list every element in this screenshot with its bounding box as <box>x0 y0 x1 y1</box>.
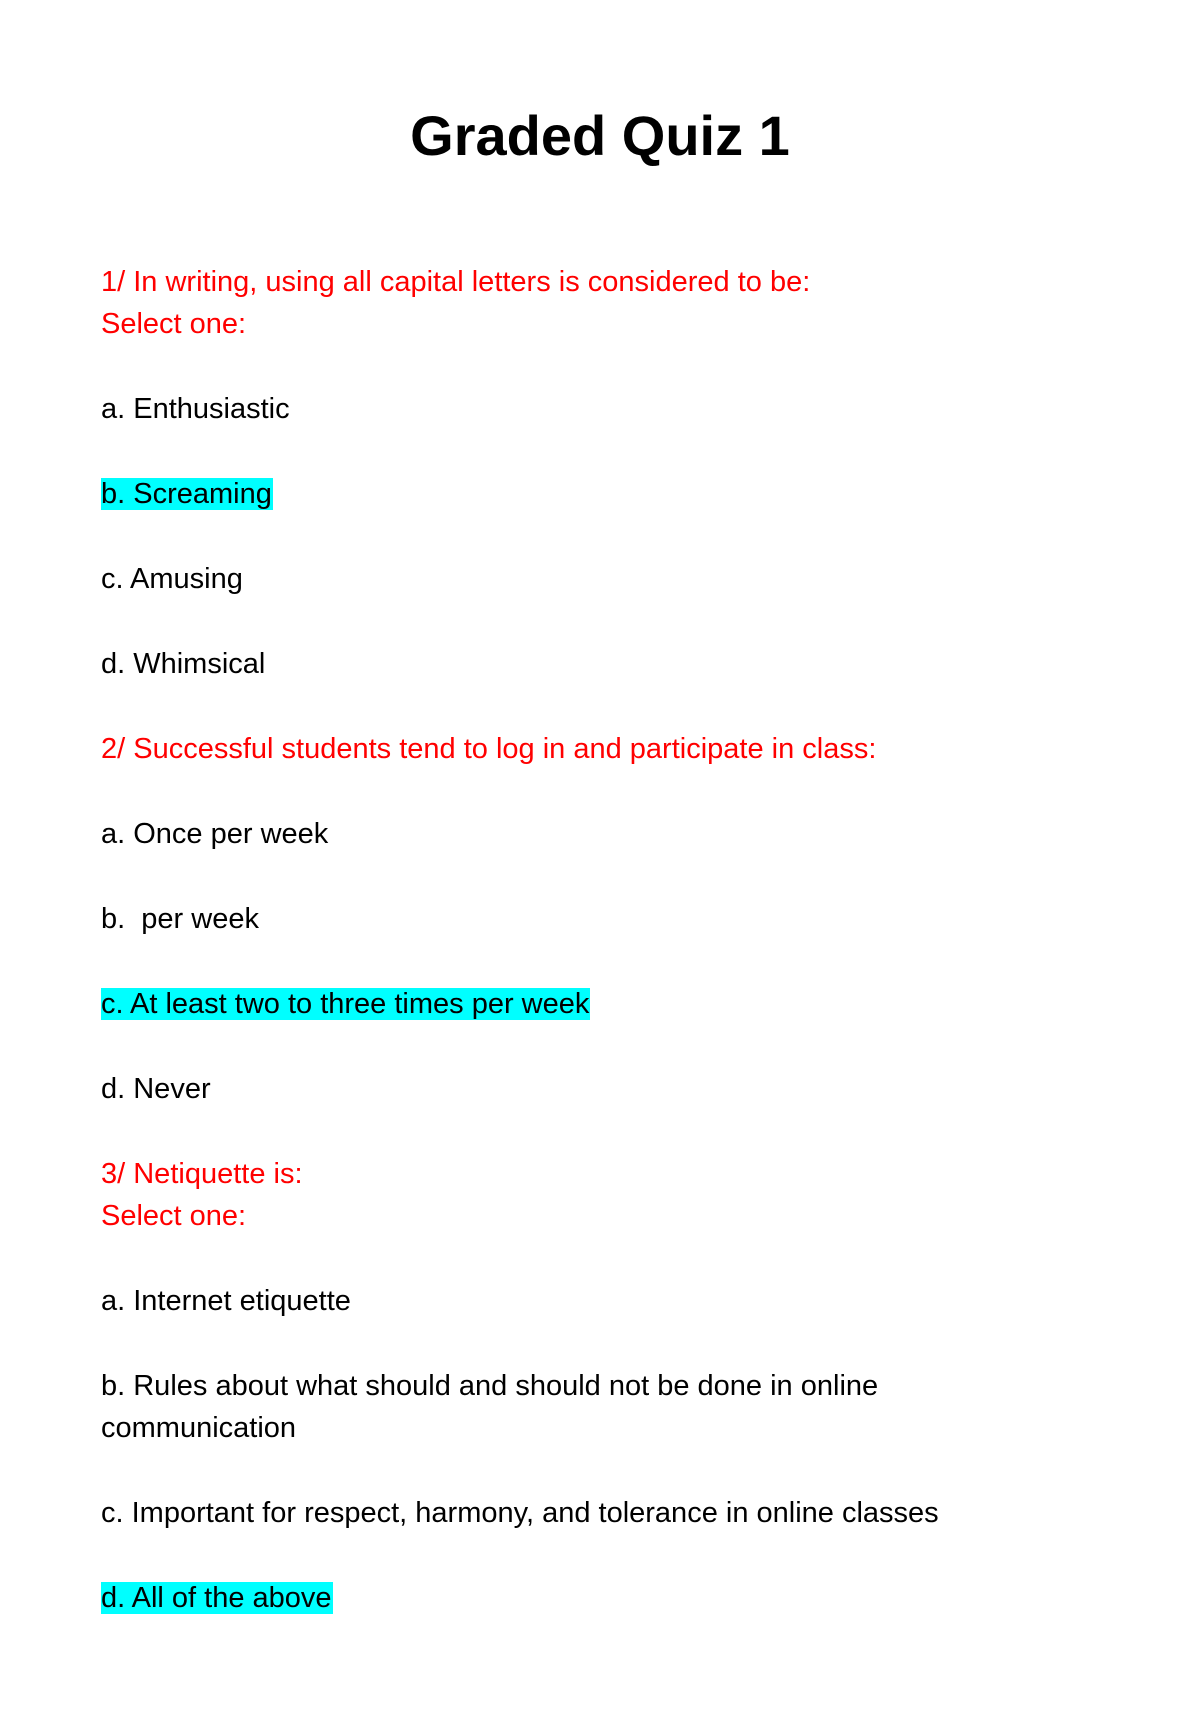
question-3-option-a <box>101 1281 351 1321</box>
question-1-option-c <box>101 559 243 599</box>
question-2-option-c <box>101 984 590 1024</box>
question-3-prompt: 3/ Netiquette is: <box>101 1158 303 1190</box>
question-3-instruction: Select one: <box>101 1200 247 1232</box>
question-2-option-a <box>101 814 328 854</box>
question-2-option-b <box>101 899 259 939</box>
option-label: d. Never <box>101 1073 211 1105</box>
highlighted-answer: c. At least two to three times per week <box>101 988 590 1020</box>
option-label: a. Enthusiastic <box>101 393 290 425</box>
highlighted-answer: b. Screaming <box>101 478 272 510</box>
question-1-option-b <box>101 474 273 514</box>
question-3-option-d <box>101 1578 333 1618</box>
option-label: c. Amusing <box>101 563 243 595</box>
option-label: c. Important for respect, harmony, and tolerance in online classes <box>101 1497 939 1529</box>
question-1-prompt: 1/ In writing, using all capital letters is considered to be: <box>101 266 811 298</box>
question-2-option-d <box>101 1069 211 1109</box>
option-label: communication <box>101 1412 297 1444</box>
option-label: a. Internet etiquette <box>101 1285 351 1317</box>
page-title: Graded Quiz 1 <box>410 104 790 167</box>
question-2-prompt: 2/ Successful students tend to log in and participate in class: <box>101 733 877 765</box>
highlighted-answer: d. All of the above <box>101 1582 332 1614</box>
option-label: b. Rules about what should and should not be done in online <box>101 1370 879 1402</box>
question-1-option-d <box>101 644 265 684</box>
option-label: b. per week <box>101 903 259 935</box>
question-3-option-b-continuation <box>101 1408 296 1448</box>
option-label: d. Whimsical <box>101 648 266 680</box>
option-label: a. Once per week <box>101 818 329 850</box>
question-1-option-a <box>101 389 290 429</box>
question-3-option-b <box>101 1366 878 1406</box>
question-1-instruction: Select one: <box>101 308 247 340</box>
question-3-option-c <box>101 1493 939 1533</box>
